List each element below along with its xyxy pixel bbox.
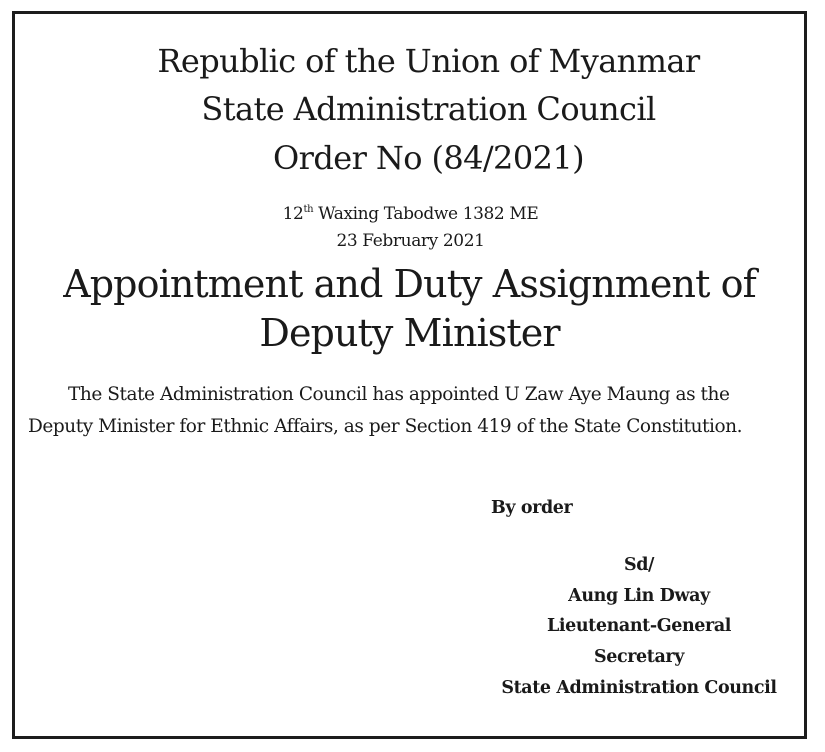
signatory-name: Aung Lin Dway xyxy=(568,586,710,606)
myanmar-date-rest: Waxing Tabodwe 1382 ME xyxy=(313,204,539,224)
signatory-rank: Lieutenant-General xyxy=(546,616,732,636)
myanmar-date-day: 12 xyxy=(282,204,304,224)
body-text-line1: The State Administration Council has appointed U Zaw Aye Maung as the xyxy=(68,384,730,405)
gregorian-date: 23 February 2021 xyxy=(336,231,485,251)
header-council: State Administration Council xyxy=(201,90,656,128)
signature-sd: Sd/ xyxy=(623,555,655,575)
body-text-line2: Deputy Minister for Ethnic Affairs, as per Section 419 of the State Constitution. xyxy=(28,416,743,437)
by-order: By order xyxy=(491,498,573,518)
signatory-organization: State Administration Council xyxy=(501,678,777,698)
order-title-line1: Appointment and Duty Assignment of xyxy=(63,262,756,306)
header-country: Republic of the Union of Myanmar xyxy=(157,42,700,80)
myanmar-date xyxy=(0,206,823,223)
order-title-line2: Deputy Minister xyxy=(259,311,560,355)
header-order-number: Order No (84/2021) xyxy=(273,139,584,177)
signatory-position: Secretary xyxy=(594,647,684,667)
myanmar-date-suffix: th xyxy=(303,204,314,215)
